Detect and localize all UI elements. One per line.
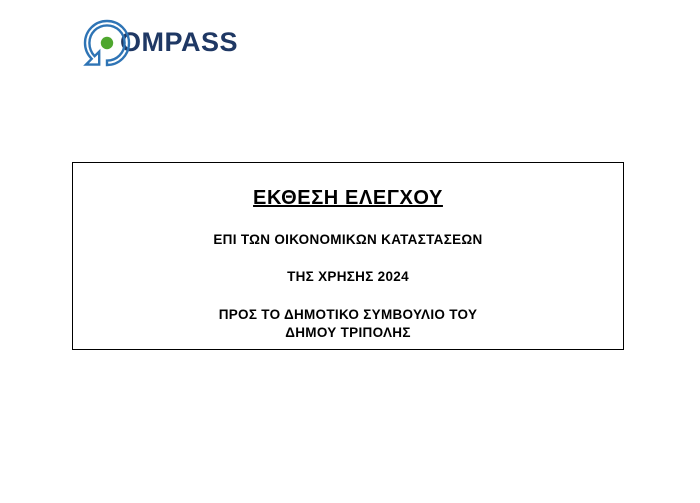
report-title-box	[72, 162, 624, 350]
compass-logo	[80, 14, 240, 72]
report-subtitle-financial-statements: ΕΠΙ ΤΩΝ ΟΙΚΟΝΟΜΙΚΩΝ ΚΑΤΑΣΤΑΣΕΩΝ	[213, 232, 483, 247]
page-title: ΕΚΘΕΣΗ ΕΛΕΓΧΟΥ	[253, 187, 443, 209]
report-addressee-line-1: ΠΡΟΣ ΤΟ ΔΗΜΟΤΙΚΟ ΣΥΜΒΟΥΛΙΟ ΤΟΥ	[218, 307, 478, 322]
report-subtitle-fiscal-year: ΤΗΣ ΧΡΗΣΗΣ 2024	[287, 269, 409, 284]
report-addressee	[219, 306, 478, 342]
compass-wordmark: OMPASS	[120, 26, 239, 57]
report-addressee-line-2: ΔΗΜΟΥ ΤΡΙΠΟΛΗΣ	[285, 325, 411, 341]
compass-logo-icon	[80, 16, 134, 70]
